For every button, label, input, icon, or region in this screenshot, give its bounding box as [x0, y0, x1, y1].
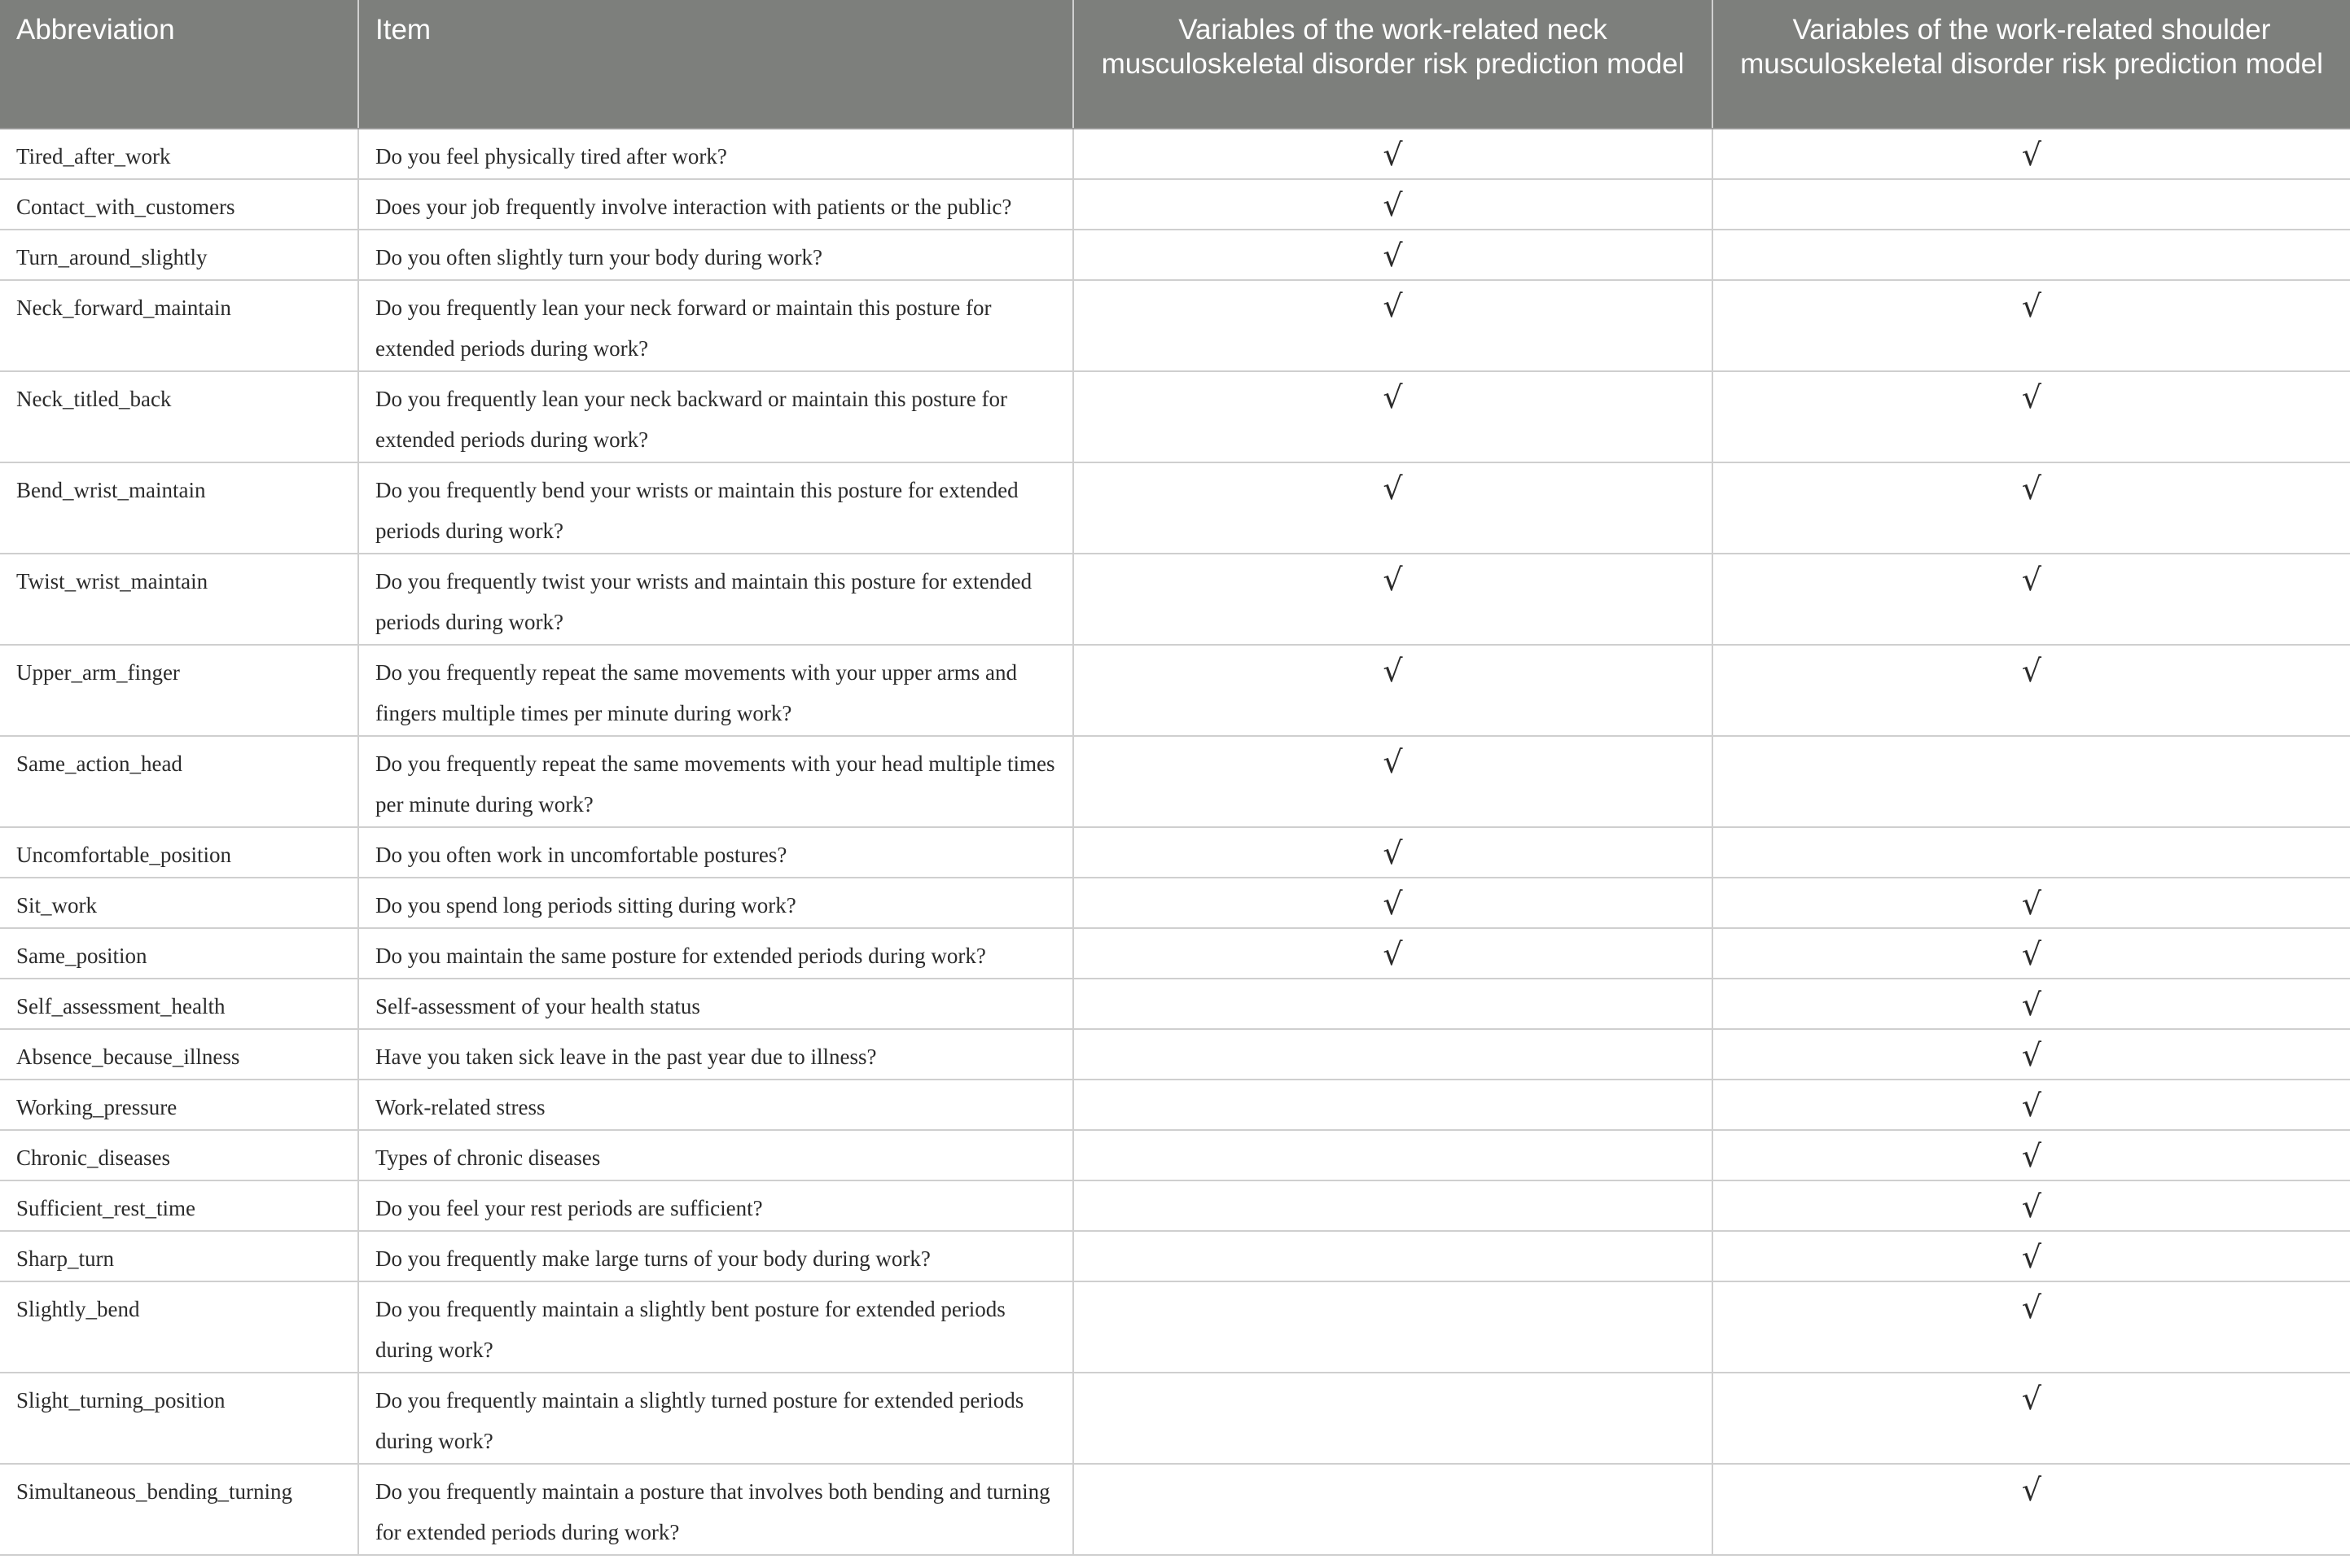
cell-item: Do you often work in uncomfortable postures? [358, 827, 1073, 878]
cell-neck-model [1073, 179, 1712, 230]
cell-shoulder-model [1712, 827, 2350, 878]
cell-abbreviation: Chronic_diseases [0, 1130, 358, 1180]
cell-abbreviation: Working_pressure [0, 1080, 358, 1130]
cell-neck-model [1073, 736, 1712, 827]
cell-item: Do you spend long periods sitting during work? [358, 878, 1073, 928]
cell-neck-model [1073, 230, 1712, 280]
checkmark-icon: √ [1383, 936, 1403, 972]
checkmark-icon: √ [2021, 137, 2042, 173]
cell-item: Do you frequently repeat the same movements with your head multiple times per minute during work? [358, 736, 1073, 827]
cell-item: Do you frequently make large turns of your body during work? [358, 1231, 1073, 1281]
cell-item: Do you frequently bend your wrists or maintain this posture for extended periods during work? [358, 462, 1073, 554]
cell-item: Self-assessment of your health status [358, 979, 1073, 1029]
checkmark-icon: √ [1383, 288, 1403, 324]
cell-item: Do you frequently maintain a slightly turned posture for extended periods during work? [358, 1373, 1073, 1464]
checkmark-icon: √ [2021, 288, 2042, 324]
cell-shoulder-model [1712, 736, 2350, 827]
table-row [0, 129, 2350, 179]
checkmark-icon: √ [2021, 1189, 2042, 1224]
cell-shoulder-model [1712, 1231, 2350, 1281]
checkmark-icon: √ [2021, 1290, 2042, 1325]
cell-abbreviation: Sharp_turn [0, 1231, 358, 1281]
cell-abbreviation: Same_position [0, 928, 358, 979]
cell-item: Do you frequently lean your neck backward or maintain this posture for extended periods during work? [358, 371, 1073, 462]
cell-neck-model [1073, 1281, 1712, 1373]
cell-neck-model [1073, 878, 1712, 928]
checkmark-icon: √ [1383, 379, 1403, 415]
cell-shoulder-model [1712, 1281, 2350, 1373]
checkmark-icon: √ [2021, 471, 2042, 506]
cell-shoulder-model [1712, 979, 2350, 1029]
cell-item: Do you frequently maintain a slightly bent posture for extended periods during work? [358, 1281, 1073, 1373]
checkmark-icon: √ [2021, 379, 2042, 415]
cell-shoulder-model [1712, 462, 2350, 554]
table-row [0, 179, 2350, 230]
table-row [0, 1029, 2350, 1080]
cell-neck-model [1073, 1231, 1712, 1281]
cell-neck-model [1073, 129, 1712, 179]
table-body [0, 129, 2350, 1555]
checkmark-icon: √ [2021, 562, 2042, 598]
cell-shoulder-model [1712, 645, 2350, 736]
cell-abbreviation: Uncomfortable_position [0, 827, 358, 878]
cell-neck-model [1073, 1130, 1712, 1180]
cell-item: Do you often slightly turn your body during work? [358, 230, 1073, 280]
cell-neck-model [1073, 554, 1712, 645]
header-item: Item [358, 0, 1073, 129]
cell-abbreviation: Neck_forward_maintain [0, 280, 358, 371]
cell-abbreviation: Sit_work [0, 878, 358, 928]
cell-abbreviation: Self_assessment_health [0, 979, 358, 1029]
checkmark-icon: √ [1383, 653, 1403, 689]
table-row [0, 1464, 2350, 1555]
cell-abbreviation: Twist_wrist_maintain [0, 554, 358, 645]
cell-item: Work-related stress [358, 1080, 1073, 1130]
table-row [0, 878, 2350, 928]
checkmark-icon: √ [2021, 987, 2042, 1023]
table-row [0, 280, 2350, 371]
checkmark-icon: √ [2021, 1138, 2042, 1174]
table-row [0, 827, 2350, 878]
cell-abbreviation: Slightly_bend [0, 1281, 358, 1373]
cell-abbreviation: Same_action_head [0, 736, 358, 827]
cell-abbreviation: Contact_with_customers [0, 179, 358, 230]
header-abbreviation: Abbreviation [0, 0, 358, 129]
cell-shoulder-model [1712, 179, 2350, 230]
table-row [0, 979, 2350, 1029]
table-header [0, 0, 2350, 129]
table-row [0, 1080, 2350, 1130]
table-row [0, 736, 2350, 827]
table-row [0, 1373, 2350, 1464]
cell-item: Do you feel your rest periods are sufficient? [358, 1180, 1073, 1231]
cell-neck-model [1073, 827, 1712, 878]
checkmark-icon: √ [1383, 562, 1403, 598]
cell-item: Do you frequently maintain a posture that involves both bending and turning for extended periods during work? [358, 1464, 1073, 1555]
cell-abbreviation: Absence_because_illness [0, 1029, 358, 1080]
cell-neck-model [1073, 1029, 1712, 1080]
cell-abbreviation: Upper_arm_finger [0, 645, 358, 736]
checkmark-icon: √ [2021, 1472, 2042, 1508]
table-row [0, 928, 2350, 979]
cell-shoulder-model [1712, 1130, 2350, 1180]
table-row [0, 645, 2350, 736]
header-neck-model: Variables of the work-related neck musculoskeletal disorder risk prediction model [1073, 0, 1712, 129]
checkmark-icon: √ [2021, 1037, 2042, 1073]
cell-item: Do you maintain the same posture for extended periods during work? [358, 928, 1073, 979]
cell-item: Do you frequently lean your neck forward or maintain this posture for extended periods during work? [358, 280, 1073, 371]
cell-neck-model [1073, 371, 1712, 462]
checkmark-icon: √ [1383, 835, 1403, 871]
table-row [0, 554, 2350, 645]
cell-item: Types of chronic diseases [358, 1130, 1073, 1180]
checkmark-icon: √ [2021, 1381, 2042, 1417]
cell-shoulder-model [1712, 878, 2350, 928]
cell-shoulder-model [1712, 230, 2350, 280]
cell-neck-model [1073, 1180, 1712, 1231]
cell-shoulder-model [1712, 1373, 2350, 1464]
cell-shoulder-model [1712, 371, 2350, 462]
cell-abbreviation: Neck_titled_back [0, 371, 358, 462]
cell-neck-model [1073, 979, 1712, 1029]
checkmark-icon: √ [2021, 1239, 2042, 1275]
cell-item: Do you feel physically tired after work? [358, 129, 1073, 179]
checkmark-icon: √ [2021, 1088, 2042, 1123]
cell-abbreviation: Bend_wrist_maintain [0, 462, 358, 554]
header-row [0, 0, 2350, 129]
table-row [0, 1281, 2350, 1373]
checkmark-icon: √ [1383, 187, 1403, 223]
cell-shoulder-model [1712, 1029, 2350, 1080]
cell-neck-model [1073, 462, 1712, 554]
table-row [0, 1231, 2350, 1281]
checkmark-icon: √ [1383, 744, 1403, 780]
cell-neck-model [1073, 928, 1712, 979]
cell-neck-model [1073, 1464, 1712, 1555]
cell-abbreviation: Slight_turning_position [0, 1373, 358, 1464]
checkmark-icon: √ [1383, 886, 1403, 922]
cell-neck-model [1073, 1080, 1712, 1130]
table-row [0, 1130, 2350, 1180]
cell-neck-model [1073, 645, 1712, 736]
cell-shoulder-model [1712, 1180, 2350, 1231]
cell-abbreviation: Sufficient_rest_time [0, 1180, 358, 1231]
checkmark-icon: √ [1383, 238, 1403, 274]
cell-neck-model [1073, 1373, 1712, 1464]
cell-item: Does your job frequently involve interaction with patients or the public? [358, 179, 1073, 230]
cell-abbreviation: Tired_after_work [0, 129, 358, 179]
cell-item: Do you frequently repeat the same movements with your upper arms and fingers multiple times per minute during work? [358, 645, 1073, 736]
table-row [0, 462, 2350, 554]
checkmark-icon: √ [2021, 653, 2042, 689]
cell-shoulder-model [1712, 129, 2350, 179]
header-shoulder-model: Variables of the work-related shoulder musculoskeletal disorder risk prediction model [1712, 0, 2350, 129]
table-row [0, 371, 2350, 462]
cell-abbreviation: Turn_around_slightly [0, 230, 358, 280]
cell-shoulder-model [1712, 554, 2350, 645]
cell-abbreviation: Simultaneous_bending_turning [0, 1464, 358, 1555]
cell-shoulder-model [1712, 1080, 2350, 1130]
cell-item: Do you frequently twist your wrists and maintain this posture for extended periods during work? [358, 554, 1073, 645]
cell-neck-model [1073, 280, 1712, 371]
cell-shoulder-model [1712, 1464, 2350, 1555]
cell-shoulder-model [1712, 280, 2350, 371]
checkmark-icon: √ [1383, 471, 1403, 506]
table-row [0, 1180, 2350, 1231]
checkmark-icon: √ [1383, 137, 1403, 173]
checkmark-icon: √ [2021, 936, 2042, 972]
cell-shoulder-model [1712, 928, 2350, 979]
checkmark-icon: √ [2021, 886, 2042, 922]
cell-item: Have you taken sick leave in the past year due to illness? [358, 1029, 1073, 1080]
table-row [0, 230, 2350, 280]
